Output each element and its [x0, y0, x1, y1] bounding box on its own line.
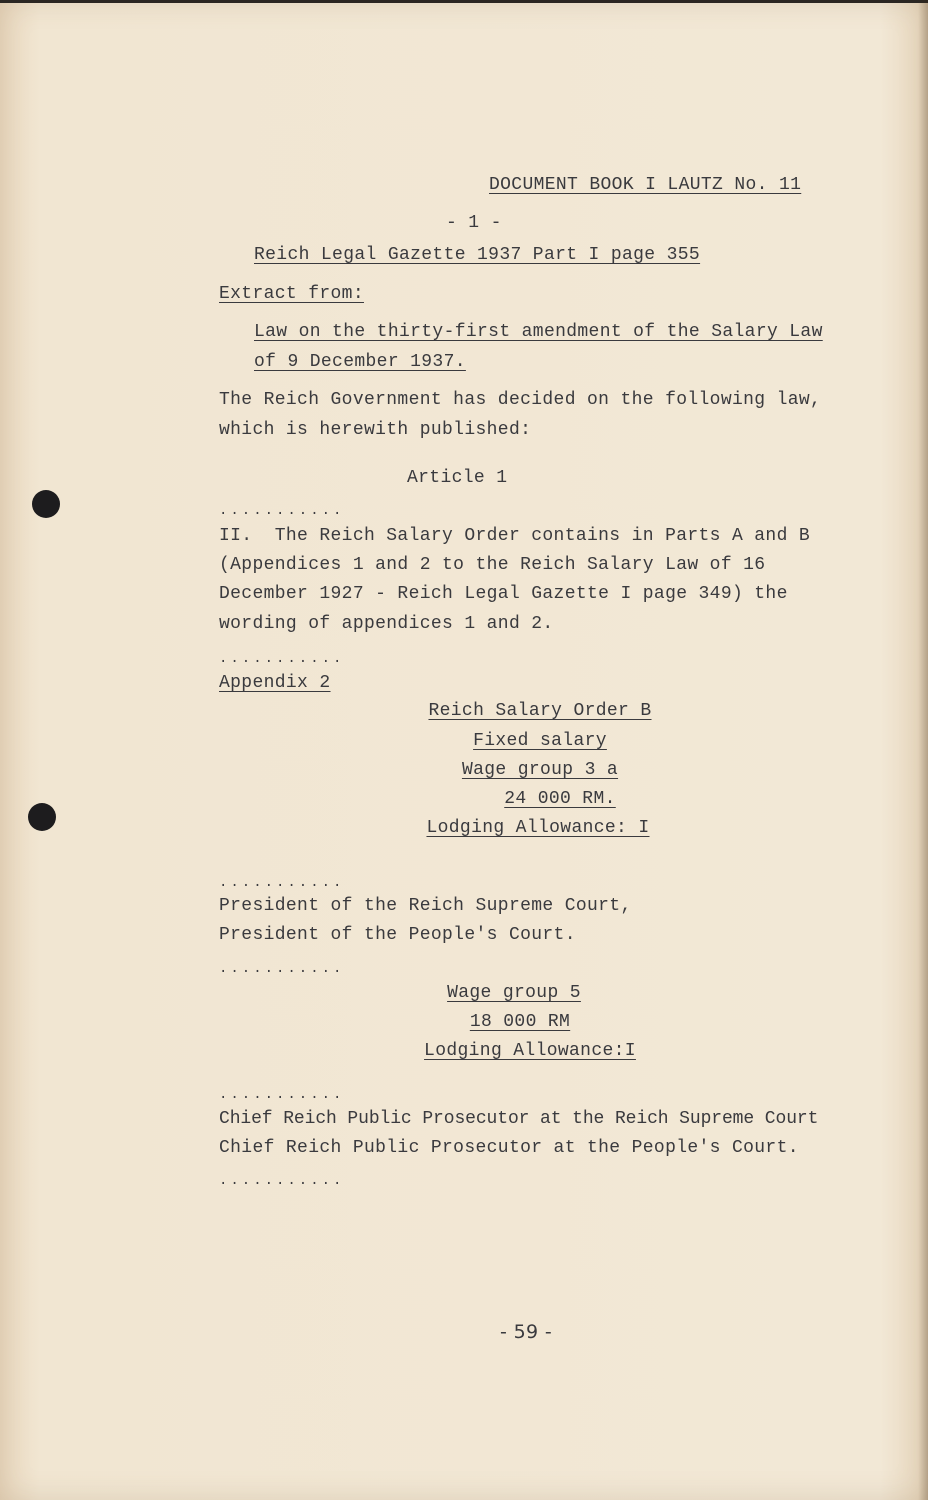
salary-order-heading: Reich Salary Order B [428, 701, 652, 721]
page-number: - 59 - [500, 1321, 553, 1343]
wage-group-3a: Wage group 3 a [461, 760, 619, 780]
wage-group-5: Wage group 5 [447, 983, 581, 1003]
ellipsis-row-1: ........... [219, 503, 345, 519]
article-para-line-1: II. The Reich Salary Order contains in Parts A and B [219, 526, 811, 546]
article-para-line-3: December 1927 - Reich Legal Gazette I page 349) the [219, 584, 788, 604]
salary-amount-5: 18 000 RM [469, 1012, 571, 1032]
document-reference: DOCUMENT BOOK I LAUTZ No. 11 [489, 175, 802, 195]
scan-right-edge [918, 0, 928, 1500]
office-holder-3a-1: President of the Reich Supreme Court, [219, 896, 632, 916]
preamble-line-2: which is herewith published: [219, 420, 532, 440]
preamble-line-1: The Reich Government has decided on the following law, [219, 390, 822, 410]
office-holder-3a-2: President of the People's Court. [219, 925, 576, 945]
ellipsis-row-5: ........... [219, 1087, 345, 1103]
punch-hole-top [32, 490, 60, 518]
lodging-allowance-3a: Lodging Allowance: I [426, 818, 650, 838]
ellipsis-row-4: ........... [219, 961, 345, 977]
article-para-line-4: wording of appendices 1 and 2. [219, 614, 554, 634]
article-heading: Article 1 [407, 468, 508, 488]
gazette-citation: Reich Legal Gazette 1937 Part I page 355 [254, 245, 701, 265]
law-title-line-1: Law on the thirty-first amendment of the Salary Law [254, 322, 823, 342]
ellipsis-row-6: ........... [219, 1173, 345, 1189]
ellipsis-row-3: ........... [219, 875, 345, 891]
law-title-line-2: of 9 December 1937. [254, 352, 466, 372]
extract-label: Extract from: [219, 284, 364, 304]
ellipsis-row-2: ........... [219, 651, 345, 667]
fixed-salary-heading: Fixed salary [473, 731, 607, 751]
office-holder-5-2: Chief Reich Public Prosecutor at the People's Court. [219, 1138, 799, 1158]
office-holder-5-1: Chief Reich Public Prosecutor at the Reich Supreme Court [219, 1109, 819, 1129]
salary-amount-3a: 24 000 RM. [504, 789, 616, 809]
lodging-allowance-5: Lodging Allowance:I [424, 1041, 636, 1061]
punch-hole-bottom [28, 803, 56, 831]
appendix-label: Appendix 2 [219, 673, 331, 693]
scan-top-edge [0, 0, 928, 3]
article-para-line-2: (Appendices 1 and 2 to the Reich Salary Law of 16 [219, 555, 766, 575]
page-marker: - 1 - [446, 213, 502, 233]
